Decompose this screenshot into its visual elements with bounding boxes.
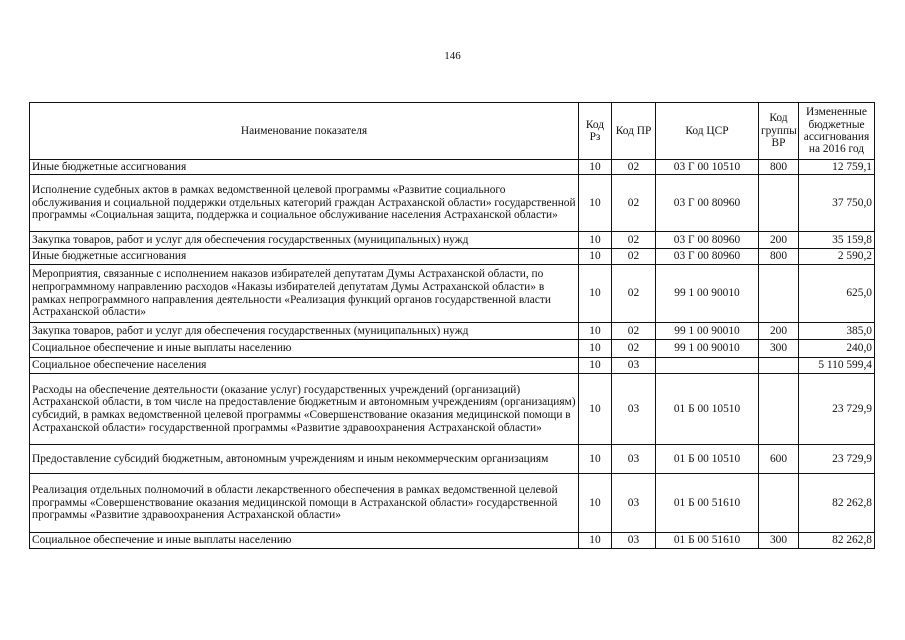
row-rz: 10 [579, 175, 612, 232]
table-row [30, 533, 875, 549]
row-vr: 600 [759, 445, 799, 474]
row-csr: 99 1 00 90010 [656, 265, 759, 323]
row-vr [759, 474, 799, 533]
row-pr: 02 [612, 175, 656, 232]
row-name: Иные бюджетные ассигнования [30, 160, 579, 175]
row-pr: 03 [612, 474, 656, 533]
table-row [30, 249, 875, 265]
row-rz: 10 [579, 340, 612, 358]
row-name: Мероприятия, связанные с исполнением наказов избирателей депутатам Думы Астраханской области, по непрограммному направлению расходов «Наказы избирателей депутатам Думы Астраханской области» в рамках непрограммного направления деятельности «Реализация функций органов государственной власти Астраханской области» [30, 265, 579, 323]
row-name: Предоставление субсидий бюджетным, автономным учреждениям и иным некоммерческим организациям [30, 445, 579, 474]
table-header-row [30, 103, 875, 160]
row-vr: 200 [759, 232, 799, 249]
row-csr: 01 Б 00 51610 [656, 474, 759, 533]
row-sum: 385,0 [799, 323, 875, 340]
table-row [30, 323, 875, 340]
row-sum: 23 729,9 [799, 374, 875, 445]
row-rz: 10 [579, 265, 612, 323]
row-sum: 12 759,1 [799, 160, 875, 175]
row-name: Реализация отдельных полномочий в области лекарственного обеспечения в рамках ведомственной целевой программы «Совершенствование оказания медицинской помощи в Астраханской области» государственной программы «Развитие здравоохранения Астраханской области» [30, 474, 579, 533]
row-vr: 300 [759, 340, 799, 358]
row-sum: 5 110 599,4 [799, 358, 875, 374]
row-name: Иные бюджетные ассигнования [30, 249, 579, 265]
row-rz: 10 [579, 474, 612, 533]
row-csr: 03 Г 00 10510 [656, 160, 759, 175]
row-sum: 35 159,8 [799, 232, 875, 249]
header-pr: Код ПР [612, 103, 656, 160]
table-row [30, 358, 875, 374]
row-rz: 10 [579, 160, 612, 175]
table-row [30, 340, 875, 358]
row-pr: 02 [612, 340, 656, 358]
row-vr: 800 [759, 249, 799, 265]
row-name: Расходы на обеспечение деятельности (оказание услуг) государственных учреждений (организаций) Астраханской области, в том числе на предоставление бюджетным и автономным учреждениям (организациям) субсидий, в рамках ведомственной целевой программы «Совершенствование оказания медицинской помощи в Астраханской области» государственной программы «Развитие здравоохранения Астраханской области» [30, 374, 579, 445]
row-vr: 200 [759, 323, 799, 340]
row-vr [759, 358, 799, 374]
table-row [30, 474, 875, 533]
row-pr: 02 [612, 265, 656, 323]
row-name: Социальное обеспечение и иные выплаты населению [30, 340, 579, 358]
header-sum: Измененные бюджетные ассигнования на 2016 год [799, 103, 875, 160]
row-pr: 02 [612, 232, 656, 249]
table-row [30, 265, 875, 323]
header-csr: Код ЦСР [656, 103, 759, 160]
row-sum: 625,0 [799, 265, 875, 323]
row-rz: 10 [579, 533, 612, 549]
row-vr [759, 374, 799, 445]
row-vr [759, 265, 799, 323]
row-pr: 02 [612, 323, 656, 340]
row-csr: 01 Б 00 10510 [656, 374, 759, 445]
row-rz: 10 [579, 323, 612, 340]
row-rz: 10 [579, 358, 612, 374]
row-vr: 300 [759, 533, 799, 549]
row-vr [759, 175, 799, 232]
row-sum: 2 590,2 [799, 249, 875, 265]
row-rz: 10 [579, 374, 612, 445]
row-sum: 37 750,0 [799, 175, 875, 232]
row-name: Исполнение судебных актов в рамках ведомственной целевой программы «Развитие социального обслуживания и социальной поддержки отдельных категорий граждан Астраханской области» государственной программы «Социальная защита, поддержка и социальное обслуживание населения Астраханской области» [30, 175, 579, 232]
header-name: Наименование показателя [30, 103, 579, 160]
row-pr: 03 [612, 445, 656, 474]
row-sum: 82 262,8 [799, 474, 875, 533]
row-sum: 23 729,9 [799, 445, 875, 474]
row-csr: 03 Г 00 80960 [656, 175, 759, 232]
row-rz: 10 [579, 445, 612, 474]
row-pr: 03 [612, 374, 656, 445]
row-vr: 800 [759, 160, 799, 175]
row-csr [656, 358, 759, 374]
table-row [30, 374, 875, 445]
row-pr: 02 [612, 249, 656, 265]
row-name: Социальное обеспечение и иные выплаты населению [30, 533, 579, 549]
header-vr: Код группы ВР [759, 103, 799, 160]
table-row [30, 445, 875, 474]
header-rz: Код Рз [579, 103, 612, 160]
row-csr: 01 Б 00 51610 [656, 533, 759, 549]
row-name: Закупка товаров, работ и услуг для обеспечения государственных (муниципальных) нужд [30, 323, 579, 340]
row-sum: 240,0 [799, 340, 875, 358]
row-csr: 03 Г 00 80960 [656, 232, 759, 249]
row-csr: 01 Б 00 10510 [656, 445, 759, 474]
row-csr: 99 1 00 90010 [656, 323, 759, 340]
table-row [30, 160, 875, 175]
row-csr: 99 1 00 90010 [656, 340, 759, 358]
table-row [30, 175, 875, 232]
row-pr: 03 [612, 533, 656, 549]
row-pr: 02 [612, 160, 656, 175]
row-sum: 82 262,8 [799, 533, 875, 549]
row-name: Закупка товаров, работ и услуг для обеспечения государственных (муниципальных) нужд [30, 232, 579, 249]
row-pr: 03 [612, 358, 656, 374]
row-rz: 10 [579, 232, 612, 249]
budget-table [29, 102, 875, 549]
page-number: 146 [444, 50, 461, 62]
row-csr: 03 Г 00 80960 [656, 249, 759, 265]
row-name: Социальное обеспечение населения [30, 358, 579, 374]
table-row [30, 232, 875, 249]
row-rz: 10 [579, 249, 612, 265]
